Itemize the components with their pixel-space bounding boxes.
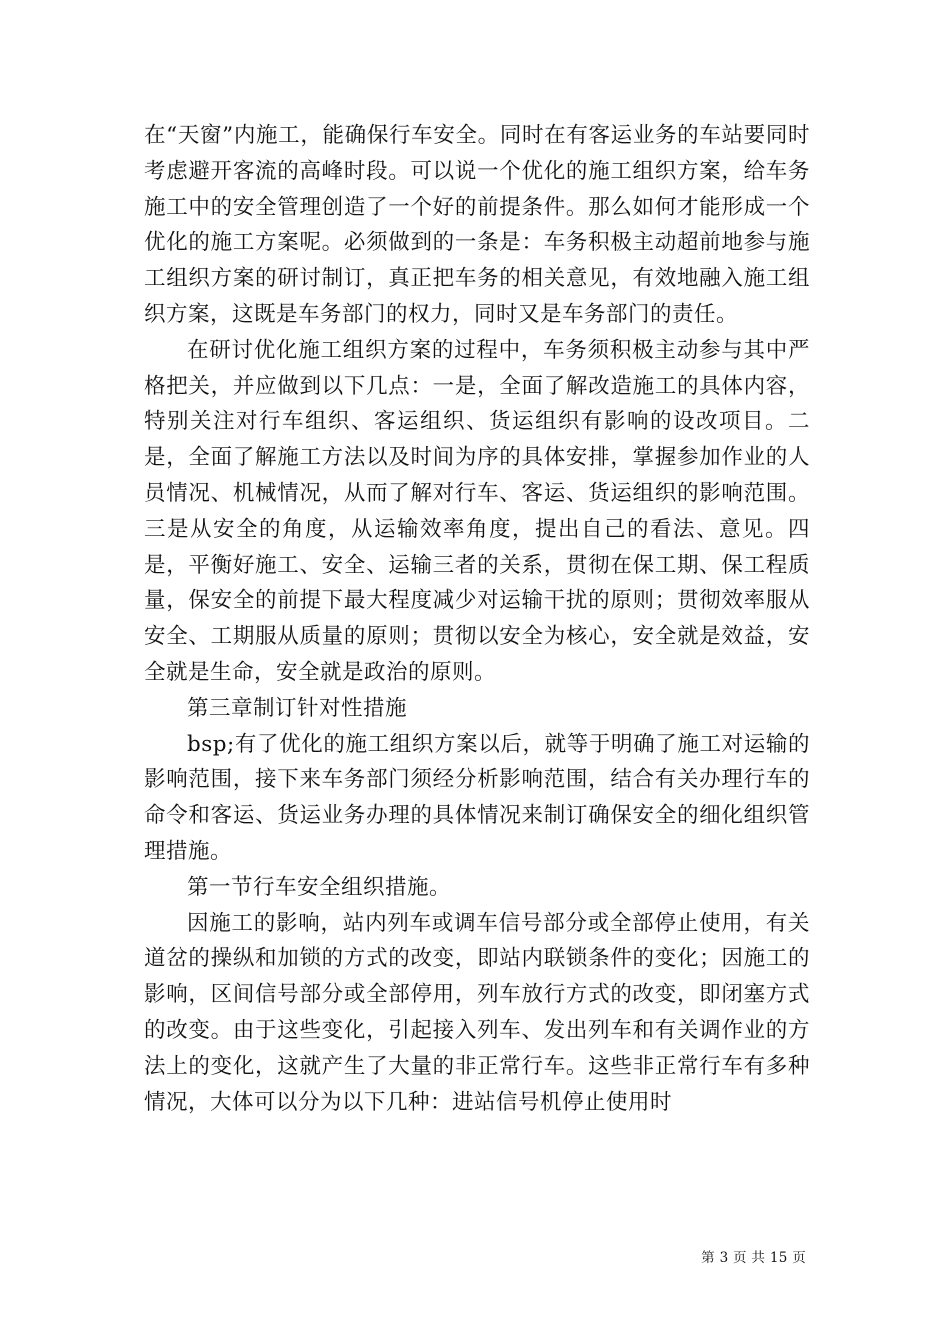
paragraph-2: 在研讨优化施工组织方案的过程中，车务须积极主动参与其中严格把关，并应做到以下几点：一是，全面了解改造施工的具体内容，特别关注对行车组织、客运组织、货运组织有影响的设改项目。二是，全面了解施工方法以及时间为序的具体安排，掌握参加作业的人员情况、机械情况，从而了解对行车、客运、货运组织的影响范围。三是从安全的角度，从运输效率角度，提出自己的看法、意见。四是，平衡好施工、安全、运输三者的关系，贯彻在保工期、保工程质量，保安全的前提下最大程度减少对运输干扰的原则；贯彻效率服从安全、工期服从质量的原则；贯彻以安全为核心，安全就是效益，安全就是生命，安全就是政治的原则。 — [144, 337, 810, 685]
paragraph-3: bsp;有了优化的施工组织方案以后，就等于明确了施工对运输的影响范围，接下来车务部门须经分析影响范围，结合有关办理行车的命令和客运、货运业务办理的具体情况来制订确保安全的细化组织管理措施。 — [144, 731, 810, 864]
paragraph-1: 在“天窗”内施工，能确保行车安全。同时在有客运业务的车站要同时考虑避开客流的高峰时段。可以说一个优化的施工组织方案，给车务施工中的安全管理创造了一个好的前提条件。那么如何才能形成一个优化的施工方案呢。必须做到的一条是：车务积极主动超前地参与施工组织方案的研讨制订，真正把车务的相关意见，有效地融入施工组织方案，这既是车务部门的权力，同时又是车务部门的责任。 — [144, 123, 810, 327]
chapter-heading: 第三章制订针对性措施 — [187, 695, 408, 721]
page-number: 第 3 页 共 15 页 — [701, 1250, 806, 1266]
paragraph-4: 因施工的影响，站内列车或调车信号部分或全部停止使用，有关道岔的操纵和加锁的方式的改变，即站内联锁条件的变化；因施工的影响，区间信号部分或全部停用，列车放行方式的改变，即闭塞方式的改变。由于这些变化，引起接入列车、发出列车和有关调作业的方法上的变化，这就产生了大量的非正常行车。这些非正常行车有多种情况，大体可以分为以下几种：进站信号机停止使用时 — [144, 910, 810, 1115]
section-heading: 第一节行车安全组织措施。 — [187, 874, 452, 900]
body-text — [144, 118, 810, 1120]
